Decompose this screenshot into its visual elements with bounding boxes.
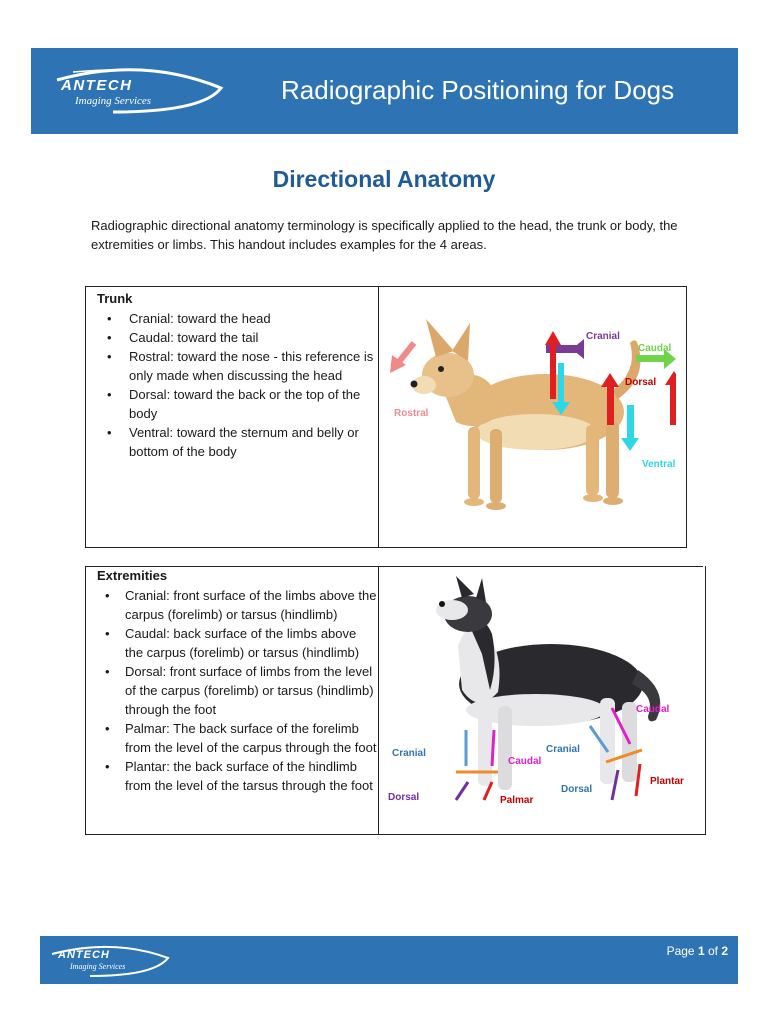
dorsal-label: Dorsal bbox=[625, 377, 657, 388]
trunk-table bbox=[85, 286, 687, 548]
page-title: Radiographic Positioning for Dogs bbox=[281, 75, 675, 105]
chihuahua-dog-image bbox=[411, 319, 641, 510]
chihuahua-illustration bbox=[386, 307, 676, 527]
rostral-label: Rostral bbox=[394, 408, 429, 419]
ext-item-dorsal: • Dorsal: front surface of limbs from the level of the carpus (forelimb) or tarsus (hindlimb) through the foot bbox=[97, 662, 377, 719]
dorsal-fore-label: Dorsal bbox=[388, 792, 420, 803]
logo-text: ANTECH bbox=[61, 77, 133, 94]
page-prefix: Page bbox=[666, 944, 698, 958]
trunk-item-cranial: • Cranial: toward the head bbox=[97, 309, 377, 328]
trunk-text-cell bbox=[97, 289, 377, 461]
trunk-list bbox=[97, 309, 377, 461]
extremities-table bbox=[85, 566, 706, 835]
trunk-item-rostral: • Rostral: toward the nose - this reference is only made when discussing the head bbox=[97, 347, 377, 385]
rostral-arrow-icon bbox=[390, 343, 414, 373]
antech-logo bbox=[53, 62, 233, 118]
caudal-fore-line bbox=[492, 730, 494, 766]
footer-logo-text: ANTECH bbox=[58, 949, 110, 961]
dorsal-fore-line bbox=[456, 782, 468, 800]
page-of: of bbox=[704, 944, 722, 958]
husky-dog-image bbox=[436, 576, 660, 790]
husky-illustration bbox=[386, 574, 704, 832]
caudal-label: Caudal bbox=[638, 343, 672, 354]
dorsal-hind-label: Dorsal bbox=[561, 784, 593, 795]
ventral-label: Ventral bbox=[642, 459, 676, 470]
ext-item-palmar: • Palmar: The back surface of the forelimb from the level of the carpus through the foot bbox=[97, 719, 377, 757]
trunk-item-caudal: • Caudal: toward the tail bbox=[97, 328, 377, 347]
section-title: Directional Anatomy bbox=[272, 166, 496, 192]
trunk-cell-divider bbox=[378, 287, 379, 547]
cranial-hind-label: Cranial bbox=[546, 744, 580, 755]
page-number bbox=[667, 944, 728, 958]
palmar-label: Palmar bbox=[500, 795, 534, 806]
trunk-item-ventral: • Ventral: toward the sternum and belly or bottom of the body bbox=[97, 423, 377, 461]
ext-item-plantar: • Plantar: the back surface of the hindlimb from the level of the tarsus through the foot bbox=[97, 757, 377, 795]
trunk-heading: Trunk bbox=[97, 291, 133, 306]
extremities-cell-divider bbox=[378, 566, 379, 834]
logo-subtitle: Imaging Services bbox=[75, 95, 152, 107]
extremities-heading: Extremities bbox=[97, 568, 168, 583]
footer-banner bbox=[40, 936, 738, 984]
page-total: 2 bbox=[721, 944, 728, 958]
page-current: 1 bbox=[697, 944, 705, 958]
ext-item-cranial: • Cranial: front surface of the limbs above the carpus (forelimb) or tarsus (hindlimb) bbox=[97, 586, 377, 624]
caudal-hind-label: Caudal bbox=[636, 704, 670, 715]
intro-paragraph: Radiographic directional anatomy terminology is specifically applied to the head, the trunk or body, the extremities or limbs. This handout includes examples for the 4 areas. bbox=[91, 218, 678, 252]
plantar-label: Plantar bbox=[650, 776, 684, 787]
cranial-fore-label: Cranial bbox=[392, 748, 426, 759]
caudal-fore-label: Caudal bbox=[508, 756, 542, 767]
footer-logo-subtitle: Imaging Services bbox=[70, 962, 126, 971]
trunk-item-dorsal: • Dorsal: toward the back or the top of the body bbox=[97, 385, 377, 423]
extremities-list bbox=[97, 586, 377, 795]
header-banner bbox=[31, 48, 738, 134]
ext-item-caudal: • Caudal: back surface of the limbs above the carpus (forelimb) or tarsus (hindlimb) bbox=[97, 624, 377, 662]
cranial-label: Cranial bbox=[586, 331, 620, 342]
extremities-text-cell bbox=[97, 566, 377, 795]
